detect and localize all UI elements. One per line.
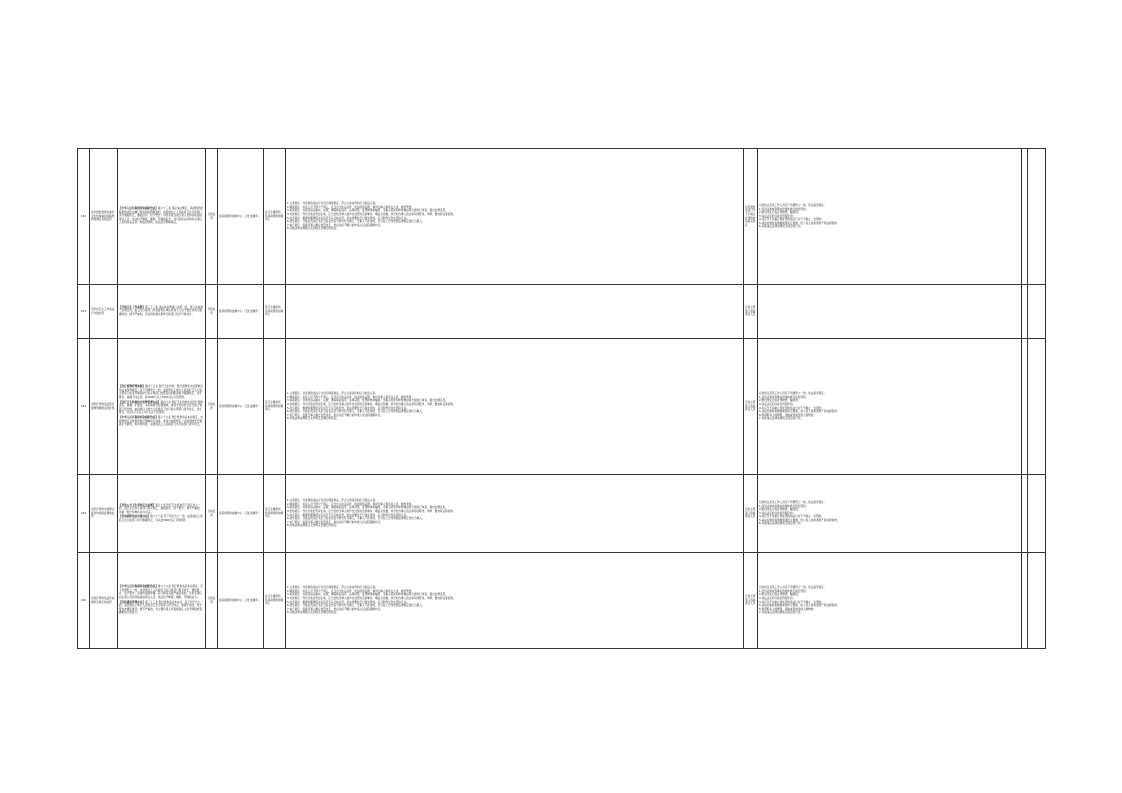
accountability [758, 149, 1022, 285]
basis-title: 【中华人民共和国传染病防治法】 [119, 415, 158, 419]
responsibility-measures [286, 553, 744, 649]
measure-line: 5.决定责任：根据审理情况决定是否予以行政处罚，依法需要给予行政处罚的，应当制作行政处罚决定书。 [287, 406, 409, 410]
duty-line: 行政机关及其工作人员有下列情形之一的，依法追究责任： [759, 203, 827, 207]
memo-cell: 行政主管部门直接责任人员 [744, 339, 758, 475]
legal-basis [118, 339, 206, 475]
note-cell [1028, 553, 1046, 649]
duty-line: 1.没有法律或者事实依据实施行政处罚的； [759, 395, 809, 399]
responsibility-measures [286, 285, 744, 339]
basis-title: 【中华人民共和国传染病防治法】 [119, 207, 158, 211]
measure-line: 1.立案责任：对发现的违法行为进行调查取证，符合立案条件的应当依法立案。 [287, 499, 378, 503]
measure-line: 8.其他法律法规规章文件规定应履行的责任。 [287, 417, 339, 421]
duty-line: 4.对应当予以制止和处罚的违法行为不予制止、处罚的； [759, 218, 824, 222]
basis-body: 第六十九条 医疗机构违反本法规定，有下列情形之一的，由县级以上人民政府卫生行政部门责令改正，通报批评，给予警告；造成传染病传播、流行或者其他严重后果的，对负有责任的主管人员和其他直接责任人员，依法给予降级、撤职、开除的处分。 [119, 585, 203, 599]
measure-line: 1.立案责任：对发现的违法行为进行调查取证，符合立案条件的应当依法立案。 [287, 586, 378, 590]
item-type: 行政处罚 [206, 149, 218, 285]
basis-body: 第六十三条 违反本法规定，疾病预防控制机构未依法履行传染病监测职责的，由县级以上人民政府卫生行政部门责令限期改正，通报批评，给予警告；对负有责任的主管人员和其他直接责任人员，依法给予降级、撤职、开除的处分，并可以依法吊销有关责任人员的执业证书；构成犯罪的，依法追究刑事责任。 [119, 207, 203, 225]
table-row [78, 149, 1046, 285]
measure-line: 7.执行责任：监督当事人履行处罚决定，依法对拒不履行的申请人民法院强制执行。 [287, 413, 383, 417]
basis-title: 【突发公共卫生事件应急条例】 [119, 503, 156, 507]
measure-line: 2.调查责任：执法人员不得少于两人，应当出示执法证件，依法收集证据，询问当事人和有关人员，制作笔录。 [287, 589, 414, 593]
implementing-subject: 县疾病预防控制中心（卫生监督所） [218, 475, 264, 553]
legal-basis [118, 285, 206, 339]
row-number: 105 [78, 475, 90, 553]
table-row [78, 285, 1046, 339]
responsible-dept: 县卫生健康局、县疾病预防控制中心 [264, 339, 286, 475]
table-row [78, 553, 1046, 649]
duty-line: 6.其他违反法律法规规章规定的行为。 [759, 522, 803, 526]
responsible-dept: 县卫生健康局、县疾病预防控制中心 [264, 553, 286, 649]
basis-body: 第六十九条 医疗机构违反本法规定，未按照规定对使用的医疗器械进行消毒，或者对按照规定一次使用的医疗器具未予销毁，再次使用的，由县级以上人民政府卫生行政部门责令改正。 [119, 415, 203, 427]
basis-title: 【医疗卫生机构医疗废物管理办法】 [119, 400, 161, 404]
measure-line: 7.执行责任：监督当事人履行处罚决定，依法对拒不履行的申请人民法院强制执行。 [287, 520, 383, 524]
duty-line: 5.违法实施检查措施或者执行措施，给公民人身或者财产造成损害的； [759, 221, 840, 225]
accountability [758, 475, 1022, 553]
note-cell [1028, 339, 1046, 475]
measure-line: 1.立案责任：对发现的违法行为进行调查取证，符合立案条件的应当依法立案。 [287, 202, 378, 206]
legal-basis [118, 149, 206, 285]
measure-line: 6.送达责任：行政处罚决定书应当在宣告后当场交付当事人，当事人不在场的，应当在七日内依照法律规定送达当事人。 [287, 410, 425, 414]
measure-line: 7.执行责任：监督当事人履行处罚决定，依法对拒不履行的申请人民法院强制执行。 [287, 607, 383, 611]
row-number: 102 [78, 149, 90, 285]
row-number: 106 [78, 553, 90, 649]
responsibility-measures [286, 149, 744, 285]
measure-line: 3.审查责任：对案件违法事实、证据、调查取证程序、法律适用、处罚种类和幅度、当事人陈述和申辩理由等方面进行审查，提出处理意见。 [287, 209, 448, 213]
basis-body: 第四十五条 医疗卫生机构、医疗废物集中处置单位违反本条例规定，有下列情形之一的，由县级以上地方人民政府卫生行政主管部门或者环境保护行政主管部门按照各自的职责责令限期改正，给予警告；逾期不改正的，处2000元以上5000元以下的罚款。 [119, 385, 203, 400]
item-type: 行政处罚 [206, 475, 218, 553]
measure-line: 6.送达责任：行政处罚决定书应当在宣告后当场交付当事人，当事人不在场的，应当在七日内依照法律规定送达当事人。 [287, 604, 425, 608]
duty-line: 6.其他违反法律法规规章规定的行为。 [759, 225, 803, 229]
basis-body: 第五十条 医疗卫生机构有下列行为之一的，由卫生行政主管部门责令改正、通报批评、给予警告；情节严重的，吊销《医疗机构执业许可证》。 [119, 503, 202, 514]
duty-line: 3.违反法定的行政处罚程序的； [759, 402, 796, 406]
duty-line: 7.其他违反法律法规规章规定的行为。 [759, 611, 803, 615]
memo-cell: 行政主管部门直接责任人员 [744, 475, 758, 553]
responsible-dept: 县卫生健康局、县疾病预防控制中心 [264, 475, 286, 553]
duty-line: 2.擅自改变行政处罚种类、幅度的； [759, 399, 801, 403]
item-type: 行政处罚 [206, 553, 218, 649]
row-number: 103 [78, 285, 90, 339]
basis-title: 【传染病防治法实施办法】 [119, 515, 151, 519]
duty-line: 4.对应当予以制止和处罚的违法行为不予制止、处罚的； [759, 515, 824, 519]
responsibility-table [77, 148, 1046, 649]
basis-body: 第三十三条 医疗机构违反本办法，有下列行为之一的，由县级以上地方人民政府卫生行政部门责令改正，逾期不改的，给予警告并通报批评；情节严重的，对主要负责人和直接责任人给予降级或者撤职的行政处分。 [119, 600, 203, 615]
duty-line: 2.擅自改变行政处罚种类、幅度的； [759, 211, 801, 215]
measure-line: 2.调查责任：执法人员不得少于两人，应当出示执法证件，依法收集证据，询问当事人和有关人员，制作笔录。 [287, 502, 414, 506]
duty-line: 行政机关及其工作人员有下列情形之一的，依法追究责任： [759, 500, 827, 504]
measure-line: 2.调查责任：执法人员不得少于两人，应当出示执法证件，依法收集证据，询问当事人和有关人员，制作笔录。 [287, 205, 414, 209]
accountability [758, 553, 1022, 649]
note-cell [1028, 475, 1046, 553]
note-cell [1028, 285, 1046, 339]
item-name: 对医疗机构未按规定报告传染病疫情的处罚 [90, 475, 118, 553]
measure-line: 6.送达责任：行政处罚决定书应当在宣告后当场交付当事人，当事人不在场的，应当在七日内依照法律规定送达当事人。 [287, 517, 425, 521]
implementing-subject: 县疾病预防控制中心（卫生监督所） [218, 149, 264, 285]
basis-body: 第六十六条 有下列行为之一的，由县级以上政府卫生行政部门责令限期改正，可以处5000元以下的罚款。 [119, 515, 203, 522]
duty-line: 1.没有法律或者事实依据实施行政处罚的； [759, 207, 809, 211]
measure-line: 8.其他法律法规规章文件规定应履行的责任。 [287, 611, 339, 615]
duty-line: 4.对应当予以制止和处罚的违法行为不予制止、处罚的； [759, 600, 824, 604]
basis-title: 【医疗废物管理条例】 [119, 385, 145, 389]
duty-line: 1.没有法律或者事实依据实施行政处罚的； [759, 504, 809, 508]
duty-line: 5.违法实施检查措施或者执行措施，给公民人身或者财产造成损害的； [759, 604, 840, 608]
responsible-dept: 县卫生健康局、县疾病预防控制中心 [264, 149, 286, 285]
table-row [78, 339, 1046, 475]
measure-line: 7.执行责任：监督当事人履行处罚决定，依法对拒不履行的申请人民法院强制执行。 [287, 223, 383, 227]
duty-line: 3.违反法定的行政处罚程序的； [759, 511, 796, 515]
duty-line: 3.违反法定的行政处罚程序的； [759, 596, 796, 600]
item-name: 对医疗机构违反传染病防治规定的处罚 [90, 553, 118, 649]
duty-line: 4.对应当予以制止和处罚的违法行为不予制止、处罚的； [759, 406, 824, 410]
measure-line: 5.决定责任：根据审理情况决定是否予以行政处罚，依法需要给予行政处罚的，应当制作行政处罚决定书。 [287, 216, 409, 220]
measure-line: 4.告知责任：作出行政处罚决定前，应当告知当事人拟作出处罚决定的事实、理由及依据，并告知当事人依法享有的陈述、申辩、要求听证等权利。 [287, 509, 456, 513]
basis-body: 第三十三条 违反本条例第六条第一款、第七条和第十条规定的，由卫生行政部门对直接责任单位或者个人给予警告并责令限期改进；情节严重的，可以同时建议教育行政部门给予行政处分。 [119, 305, 203, 316]
measure-line: 4.告知责任：作出行政处罚决定前，应当告知当事人拟作出处罚决定的事实、理由及依据，并告知当事人依法享有的陈述、申辩、要求听证等权利。 [287, 596, 456, 600]
memo-cell: 行政主管部门直接责任人员 [744, 285, 758, 339]
measure-line: 4.告知责任：作出行政处罚决定前，应当告知当事人拟作出处罚决定的事实、理由及依据，并告知当事人依法享有的陈述、申辩、要求听证等权利。 [287, 212, 456, 216]
row-number: 104 [78, 339, 90, 475]
responsibility-measures [286, 339, 744, 475]
memo-cell: 对发现的违法行为不予制止处罚的依法追究责任 [744, 149, 758, 285]
measure-line: 3.审查责任：对案件违法事实、证据、调查取证程序、法律适用、处罚种类和幅度、当事人陈述和申辩理由等方面进行审查，提出处理意见。 [287, 399, 448, 403]
item-name: 对未经批准擅自委托卫生机构承担疾病预防控制任务的处罚 [90, 149, 118, 285]
item-type: 行政处罚 [206, 339, 218, 475]
table-body [78, 149, 1046, 649]
implementing-subject: 县疾病预防控制中心（卫生监督所） [218, 339, 264, 475]
duty-line: 行政机关及其工作人员有下列情形之一的，依法追究责任： [759, 586, 827, 590]
measure-line: 5.决定责任：根据审理情况决定是否予以行政处罚，依法需要给予行政处罚的，应当制作行政处罚决定书。 [287, 600, 409, 604]
duty-line: 5.违法实施检查措施或者执行措施，给公民人身或者财产造成损害的； [759, 518, 840, 522]
duty-line: 2.擅自改变行政处罚种类、幅度的； [759, 508, 801, 512]
accountability [758, 339, 1022, 475]
duty-line: 6.利用职务上的便利，索取或者收受他人财物的； [759, 607, 816, 611]
memo-cell: 行政主管部门直接责任人员 [744, 553, 758, 649]
basis-title: 【学校卫生工作条例】 [119, 305, 145, 309]
duty-line: 3.违反法定的行政处罚程序的； [759, 214, 796, 218]
legal-basis [118, 475, 206, 553]
accountability [758, 285, 1022, 339]
responsible-dept: 县卫生健康局、县疾病预防控制中心 [264, 285, 286, 339]
duty-line: 5.违法实施检查措施或者执行措施，给公民人身或者财产造成损害的； [759, 410, 840, 414]
duty-line: 2.擅自改变行政处罚种类、幅度的； [759, 593, 801, 597]
implementing-subject: 县疾病预防控制中心（卫生监督所） [218, 285, 264, 339]
measure-line: 1.立案责任：对发现的违法行为进行调查取证，符合立案条件的应当依法立案。 [287, 392, 378, 396]
duty-line: 6.利用职务上的便利，索取或者收受他人财物的； [759, 413, 816, 417]
measure-line: 4.告知责任：作出行政处罚决定前，应当告知当事人拟作出处罚决定的事实、理由及依据，并告知当事人依法享有的陈述、申辩、要求听证等权利。 [287, 402, 456, 406]
measure-line: 8.其他法律法规规章文件规定应履行的责任。 [287, 524, 339, 528]
item-name: 对学校卫生工作违法行为的处罚 [90, 285, 118, 339]
responsibility-measures [286, 475, 744, 553]
duty-line: 7.其他违反法律法规规章规定的行为。 [759, 417, 803, 421]
measure-line: 3.审查责任：对案件违法事实、证据、调查取证程序、法律适用、处罚种类和幅度、当事人陈述和申辩理由等方面进行审查，提出处理意见。 [287, 593, 448, 597]
measure-line: 8.其他法律法规规章文件规定应履行的责任。 [287, 227, 339, 231]
measure-line: 2.调查责任：执法人员不得少于两人，应当出示执法证件，依法收集证据，询问当事人和有关人员，制作笔录。 [287, 395, 414, 399]
measure-line: 3.审查责任：对案件违法事实、证据、调查取证程序、法律适用、处罚种类和幅度、当事人陈述和申辩理由等方面进行审查，提出处理意见。 [287, 506, 448, 510]
measure-line: 5.决定责任：根据审理情况决定是否予以行政处罚，依法需要给予行政处罚的，应当制作行政处罚决定书。 [287, 513, 409, 517]
item-name: 对医疗机构违反医疗废物管理规定的处罚 [90, 339, 118, 475]
duty-line: 1.没有法律或者事实依据实施行政处罚的； [759, 589, 809, 593]
implementing-subject: 县疾病预防控制中心（卫生监督所） [218, 553, 264, 649]
measure-line: 6.送达责任：行政处罚决定书应当在宣告后当场交付当事人，当事人不在场的，应当在七日内依照法律规定送达当事人。 [287, 220, 425, 224]
table-row [78, 475, 1046, 553]
legal-basis [118, 553, 206, 649]
note-cell [1028, 149, 1046, 285]
basis-title: 【中华人民共和国传染病防治法】 [119, 585, 158, 589]
duty-line: 行政机关及其工作人员有下列情形之一的，依法追究责任： [759, 392, 827, 396]
basis-title: 【医院感染管理办法】 [119, 600, 145, 604]
basis-body: 第四十条 医疗卫生机构发生医疗废物流失、泄漏、扩散时，未采取紧急处理措施，或者未及时向卫生行政主管部门报告的，由县级以上地方人民政府卫生行政主管部门责令改正，给予警告，并处1万元以上3万元以下的罚款。 [119, 400, 203, 415]
item-type: 行政处罚 [206, 285, 218, 339]
